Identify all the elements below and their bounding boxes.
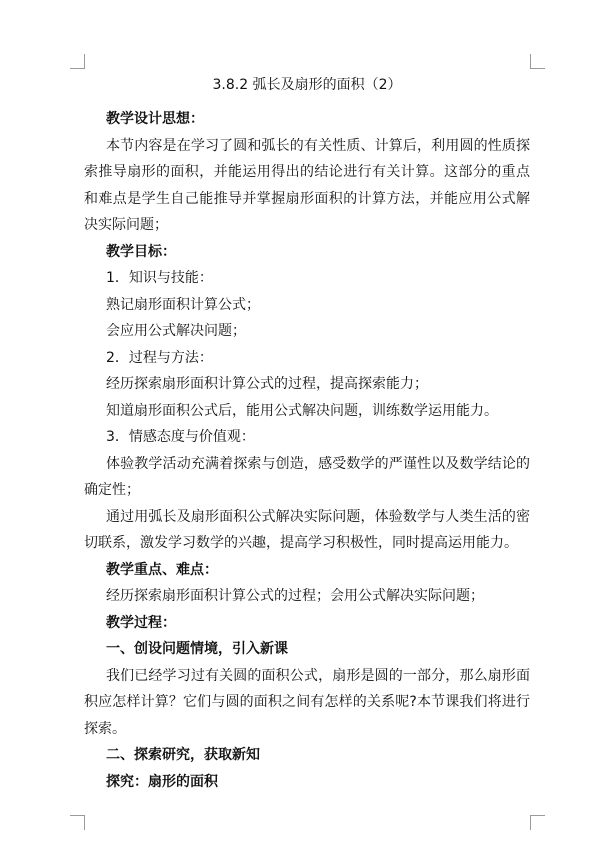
goal-2-item-b: 知道扇形面积公式后，能用公式解决问题，训练数学运用能力。 <box>106 402 498 419</box>
heading-part-2: 二、探索研究，获取新知 <box>106 747 260 763</box>
crop-mark-bottom-left <box>70 815 85 830</box>
paragraph-part-1: 我们已经学习过有关圆的面积公式，扇形是圆的一部分，那么扇形面积应怎样计算？它们与圆的面积之间有怎样的关系呢?本节课我们将进行探索。 <box>84 667 530 737</box>
key-points-text: 经历探索扇形面积计算公式的过程；会用公式解决实际问题； <box>106 588 484 604</box>
goal-3-item-a: 体验教学活动充满着探索与创造，感受数学的严谨性以及数学结论的确定性； <box>84 455 530 498</box>
goal-2-item-a: 经历探索扇形面积计算公式的过程，提高探索能力； <box>106 376 428 392</box>
goal-1-heading: 1．知识与技能： <box>106 270 213 286</box>
heading-part-1: 一、创设问题情境，引入新课 <box>106 641 288 657</box>
crop-mark-top-right <box>530 54 545 69</box>
goal-3-heading: 3．情感态度与价值观： <box>106 429 255 445</box>
crop-mark-bottom-right <box>530 815 545 830</box>
heading-key-points: 教学重点、难点： <box>106 561 218 578</box>
goal-1-item-b: 会应用公式解决问题； <box>106 323 246 339</box>
goal-1-item-a: 熟记扇形面积计算公式； <box>106 296 260 313</box>
heading-teaching-goals: 教学目标： <box>106 243 176 260</box>
heading-design-thoughts: 教学设计思想： <box>106 111 204 127</box>
document-title: 3.8.2 弧长及扇形的面积（2） <box>212 77 402 93</box>
heading-explore: 探究：扇形的面积 <box>106 773 218 790</box>
goal-3-item-b: 通过用弧长及扇形面积公式解决实际问题，体验数学与人类生活的密切联系，激发学习数学的兴趣，提高学习积极性，同时提高运用能力。 <box>84 508 530 551</box>
document-page <box>84 74 530 795</box>
paragraph-design-thoughts: 本节内容是在学习了圆和弧长的有关性质、计算后，利用圆的性质探索推导扇形的面积，并能运用得出的结论进行有关计算。这部分的重点和难点是学生自己能推导并掌握扇形面积的计算方法，并能应用公式解决实际问题； <box>84 137 530 233</box>
crop-mark-top-left <box>70 54 85 69</box>
heading-teaching-process: 教学过程： <box>106 614 176 631</box>
goal-2-heading: 2．过程与方法： <box>106 349 213 366</box>
